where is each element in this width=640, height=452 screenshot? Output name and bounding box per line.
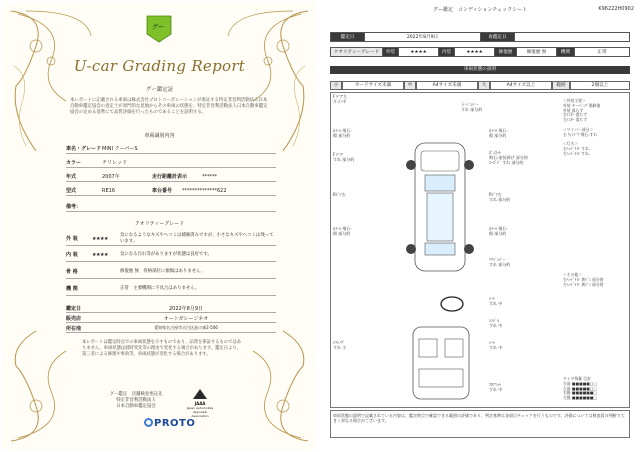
sheet-disclaimer: 車両状態の説明で記載されている内容は、鑑定時点で確認できる範囲の評価であり、判定基準は各項目チェックを行うものです。評価については検査員の判断で大きく異なる場合がございます。 [330, 410, 630, 438]
org-line: 特定非営利活動法人 [116, 397, 156, 403]
damage-note: ﾊﾝﾄﾞﾙ すれ 中 [489, 318, 503, 328]
quality-stars: ★★★★ [92, 235, 108, 242]
field-value: 2007年 [102, 174, 120, 180]
damage-note: ﾌﾛｱﾏｯﾄ すれ 中 [489, 382, 503, 392]
quality-row-frame [66, 265, 276, 279]
quality-label: 内 装 [66, 252, 78, 258]
size-value: A4サイズ未満 [416, 81, 478, 90]
quality-label: 骨 格 [66, 269, 78, 275]
stamp-label: 所在地 [66, 325, 82, 332]
size-key: 中 [404, 81, 416, 90]
quality-stars: ★★★★ [92, 251, 108, 258]
damage-note: Fドア左 キズ-中 [333, 94, 348, 104]
jaaa-text: JAAA [194, 401, 206, 406]
other-legend: ＜その他＞ 右ﾍｯﾄﾞﾗｲﾄ 黄ﾊﾞﾐ 部分的 左ﾍｯﾄﾞﾗｲﾄ 黄ﾊﾞﾐ 部分的 [563, 272, 604, 287]
org-credits [96, 392, 176, 409]
proto-mark-icon [144, 418, 153, 427]
damage-note: ﾎｲｰﾙ 飛石- 傷 部分的 [489, 128, 508, 138]
goo-badge-text: グー [152, 24, 165, 31]
damage-note: ﾎﾞﾝﾈｯﾄ 飛石-塗装剥げ 部分的 ﾕｰｽﾞﾄﾞ すれ 部分的 [489, 150, 528, 165]
vehicle-section-title: 車両識別内容 [144, 133, 175, 139]
proto-text: PROTO [154, 418, 196, 429]
quality-note: 気になるようなキズやヘコミは補修済みですが、小さなキズやヘコミは残っています。 [120, 233, 274, 244]
interior-label: 内装 [439, 48, 455, 57]
size-key: 大 [478, 81, 490, 90]
stamp-row-date [66, 304, 276, 313]
stamp-label: 販売店 [66, 315, 82, 322]
field-value: RE16 [102, 187, 115, 194]
distance-label: 走行距離計表示 [152, 174, 188, 180]
quality-label: 外 装 [66, 236, 78, 242]
field-row-name [66, 144, 276, 154]
report-subtitle: グー鑑定証 [145, 87, 174, 93]
exterior-label: 外装 [383, 48, 399, 57]
stamp-value: 2022年8月9日 [168, 305, 204, 312]
field-row-color [66, 158, 276, 168]
size-value: 2個以上 [570, 81, 630, 90]
quality-note: 気になる汚れ等がありますが状態は良好です。 [120, 251, 212, 257]
engine-label: 機関 [557, 48, 575, 57]
intro-text: 本レポートに記載される車両は株式会社プロトコーポレーションが委託する特定非営利活動法人日本自動車鑑定協会の査定士が専門的な見地からその車両の状態を、特定非営利活動法人日本自動車鑑定協会の定める基準にて品質評価を行ったものであることを証明する。 [70, 98, 268, 115]
stamp-row-address [66, 324, 276, 333]
footer-disclaimer: 本レポートは鑑定時点での車両状態を示すものであり、品質を保証するものではありません。車両状態は経時変化等の理由で変化する場合があります。鑑定日より、第三者による修理や事故等、車両状態が変化する場合があります。 [82, 340, 241, 357]
quality-row-interior [66, 248, 276, 262]
field-row-year [66, 172, 276, 182]
field-label: 車名・グレード [66, 146, 102, 152]
certificate [2, 2, 317, 450]
damage-note: ﾘｱﾊﾞﾝﾊﾟｰ すれ 部分的 [489, 257, 511, 267]
quality-row-engine [66, 282, 276, 296]
org-line: 日本自動車鑑定協会 [116, 403, 156, 409]
damage-note: Fドア すれ 部分的 [333, 152, 355, 162]
interior-topview-icon [401, 323, 481, 403]
field-value: MINI クーパーS [102, 146, 138, 152]
damage-note: ｼﾌﾄﾉﾌﾞ すれ 小 [333, 340, 347, 350]
report-title: U-car Grading Report [73, 57, 246, 75]
exterior-stars: ★★★★ [399, 48, 439, 57]
chassis-label: 車台番号 [152, 188, 173, 194]
vehicle-diagram [330, 92, 630, 408]
description-header: 車両状態の説明 [330, 66, 630, 74]
distance-value: ****** [202, 173, 217, 180]
remarks-label: 備考： [66, 204, 82, 210]
car-topview-icon [399, 137, 481, 277]
field-label: 型式 [66, 188, 77, 194]
size-value: カードサイズ未満 [342, 81, 404, 90]
jaaa-logo [186, 388, 214, 416]
sheet-title: グー鑑定 コンディションチェックシート [432, 7, 528, 13]
interior-stars: ★★★★ [455, 48, 495, 57]
size-legend [330, 81, 630, 90]
jaaa-caption: Japan Automobile Appraisal Association [186, 406, 214, 418]
grade-table [330, 47, 630, 57]
engine-value: 正常 [575, 48, 630, 57]
quality-label: 機 関 [66, 286, 78, 292]
reappraisal-value [515, 33, 630, 42]
date-table [330, 32, 630, 42]
proto-logo [144, 418, 195, 429]
field-label: カラー [66, 160, 82, 166]
damage-note: ﾎｲｰﾙ 飛石- 傷 部分的 [489, 226, 508, 236]
tire-legend: タイヤ残量 目安 右前 ■■■■■□□ 左前 ■■■■■□□ 右後 ■■■■■■□ 左後 ■■■■■■□ [563, 376, 597, 401]
org-line: グー鑑定 店舗検査委託先 [109, 392, 163, 397]
damage-note: ｼｰﾄ すれ 中 [489, 340, 503, 350]
damage-note: ﾎｲｰﾙ 飛石- 傷 部分的 [333, 226, 352, 236]
quality-note: 正常 主要機関に不具合はありません。 [120, 285, 200, 291]
field-value: チリレッド [102, 160, 127, 166]
date-value: 2022年8月9日 [365, 33, 481, 42]
field-row-remarks [66, 202, 276, 212]
quality-note: 修復歴 無 骨格部位に損傷はありません。 [120, 268, 206, 274]
reappraisal-label: 再鑑定日 [481, 33, 515, 42]
quality-row-exterior [66, 232, 276, 246]
jaaa-icon [192, 388, 208, 400]
date-label: 鑑定日 [331, 33, 365, 42]
chassis-value: **************622 [182, 187, 227, 194]
damage-note: ﾎｲｰﾙ 飛石- 傷 部分的 [333, 128, 352, 138]
frame-label: 修復歴 [495, 48, 517, 57]
damage-note: Rﾄﾞｱ左 [333, 192, 346, 197]
frame-value: 修復歴 無 [517, 48, 557, 57]
steering-wheel-icon [439, 295, 465, 313]
stamp-label: 鑑定日 [66, 305, 82, 312]
size-key: 小 [330, 81, 342, 90]
stamp-value: 愛知県名古屋市天白区池の東2-506 [154, 325, 218, 330]
quality-section-title: クオリティーグレード [134, 221, 185, 227]
field-row-model [66, 186, 276, 196]
field-label: 年式 [66, 174, 77, 180]
damage-note: ｼｰﾄ すれ 中 [489, 296, 503, 306]
condition-sheet [322, 2, 638, 450]
size-value: A4サイズ以上 [490, 81, 552, 90]
exterior-legend: ＜外装主要＞ 外装 キーﾊﾟﾝﾌﾟ傷修復 外装 落ちず 右ｴﾐﾀｰ 落ちず 左ｴﾐﾀｰ 落ちず ＜ワイパー部分＞ 右 ｳｨﾝﾄﾞｳ 飛石-すれ ＜灯火＞ 右ﾍｯﾄﾞﾗｲﾄ すれ- 左ﾍｯﾄﾞﾗｲﾄ すれ- [563, 98, 601, 156]
stamp-value: オートガレージネオ [163, 315, 209, 322]
sheet-id: K96222H0902 [598, 6, 634, 12]
damage-note: Rﾄﾞｱ右 すれ 部分的 [489, 192, 511, 202]
damage-note: 下 ﾊﾞﾝﾊﾟｰ すれ 部分的 [461, 102, 483, 112]
size-key: 範囲 [552, 81, 570, 90]
stamp-row-dealer [66, 314, 276, 323]
grade-label: クオリティーグレード [331, 48, 383, 57]
